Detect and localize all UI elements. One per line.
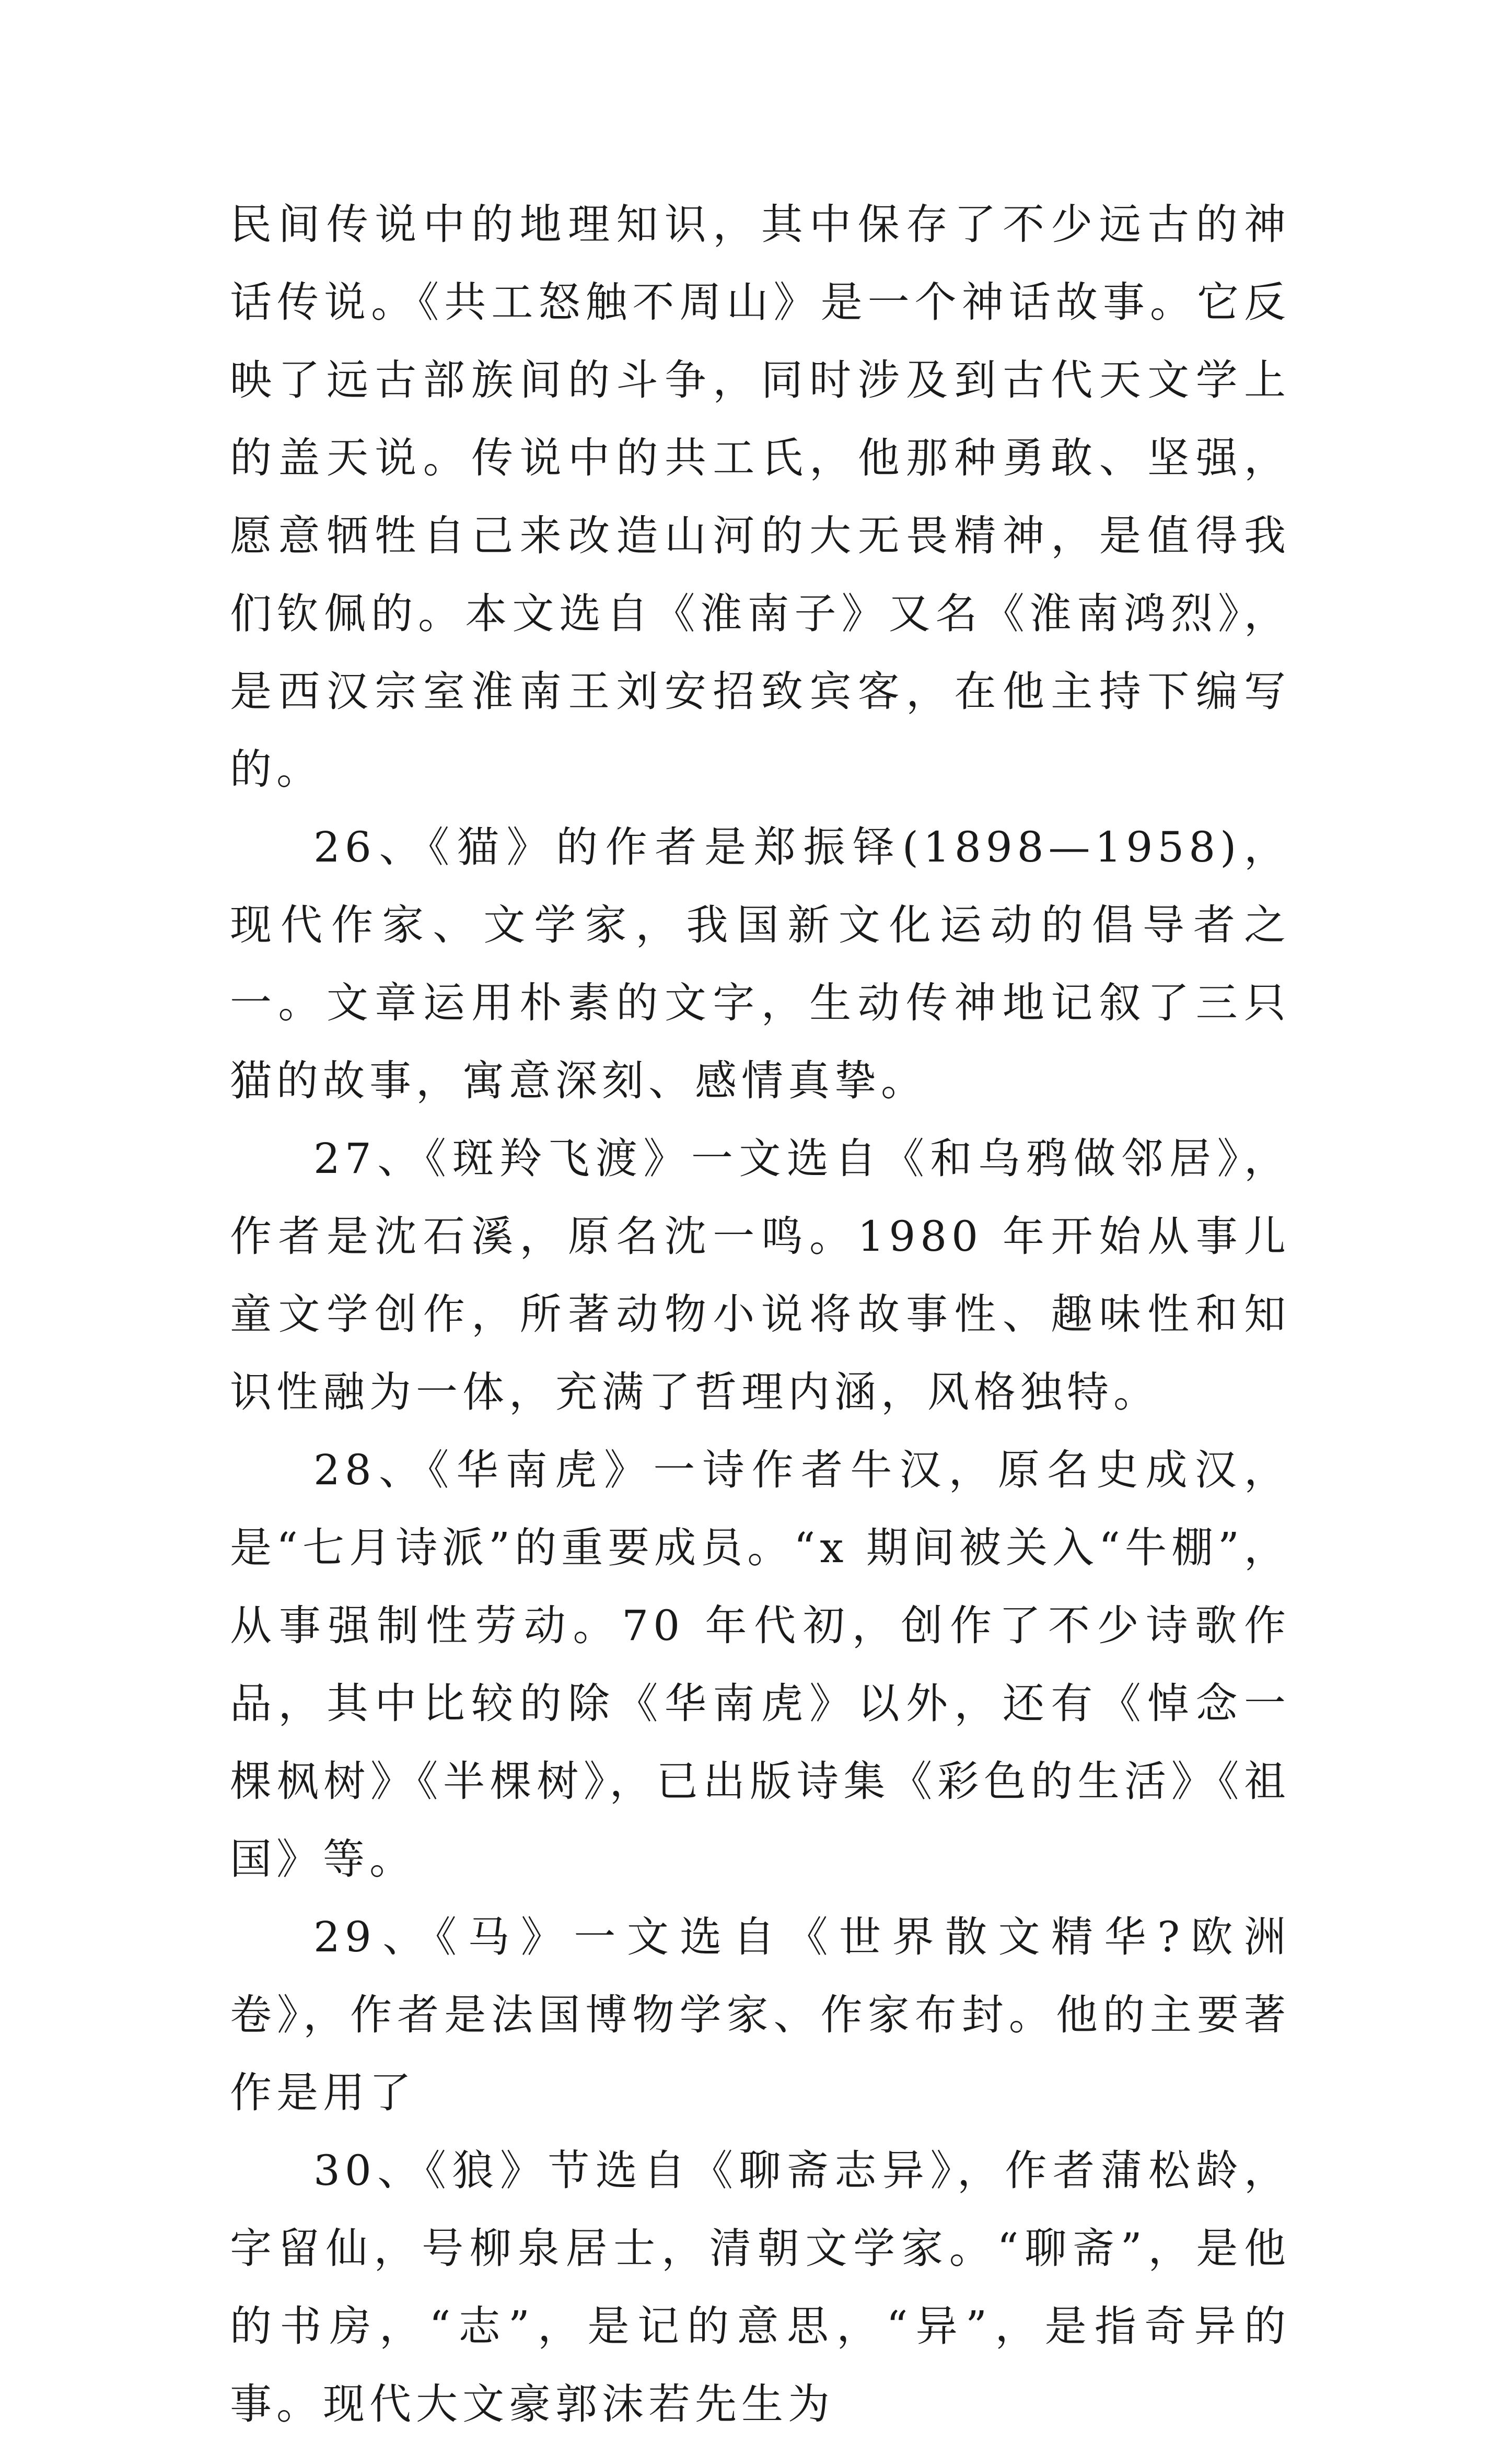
paragraph-29-horse: 29、《马》一文选自《世界散文精华?欧洲卷》，作者是法国博物学家、作家布封。他的主要著作是用了 bbox=[230, 1913, 1290, 2117]
document-body bbox=[230, 185, 1290, 2443]
paragraph-27-antelope: 27、《斑羚飞渡》一文选自《和乌鸦做邻居》，作者是沈石溪，原名沈一鸣。1980 年开始从事儿童文学创作，所著动物小说将故事性、趣味性和知识性融为一体，充满了哲理内涵，风格独特。 bbox=[230, 1134, 1290, 1416]
paragraph-30-wolf: 30、《狼》节选自《聊斋志异》，作者蒲松龄，字留仙，号柳泉居士，清朝文学家。“聊斋”，是他的书房，“志”，是记的意思，“异”，是指奇异的事。现代大文豪郭沫若先生为 bbox=[230, 2146, 1290, 2428]
paragraph-continuation: 民间传说中的地理知识，其中保存了不少远古的神话传说。《共工怒触不周山》是一个神话故事。它反映了远古部族间的斗争，同时涉及到古代天文学上的盖天说。传说中的共工氏，他那种勇敢、坚强，愿意牺牲自己来改造山河的大无畏精神，是值得我们钦佩的。本文选自《淮南子》又名《淮南鸿烈》，是西汉宗室淮南王刘安招致宾客，在他主持下编写的。 bbox=[230, 200, 1290, 794]
paragraph-28-south-china-tiger: 28、《华南虎》一诗作者牛汉，原名史成汉，是“七月诗派”的重要成员。“x 期间被关入“牛棚”，从事强制性劳动。70 年代初，创作了不少诗歌作品，其中比较的除《华南虎》以外，还有《悼念一棵枫树》《半棵树》，已出版诗集《彩色的生活》《祖国》等。 bbox=[230, 1446, 1290, 1883]
paragraph-26-cat: 26、《猫》的作者是郑振铎(1898—1958)，现代作家、文学家，我国新文化运动的倡导者之一。文章运用朴素的文字，生动传神地记叙了三只猫的故事，寓意深刻、感情真挚。 bbox=[230, 823, 1290, 1105]
